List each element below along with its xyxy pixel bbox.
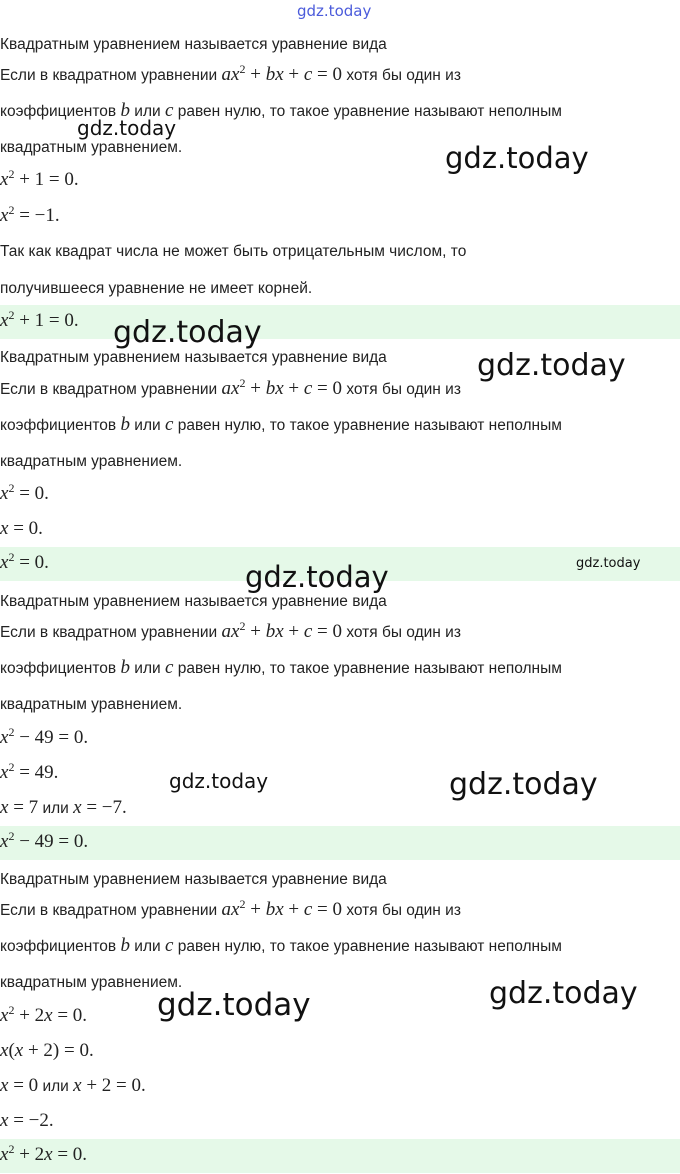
general-form-equation: $ax^2$ + bx + c = 0 — [221, 619, 343, 642]
definition-or: или — [134, 938, 161, 955]
definition-line-2 — [0, 934, 680, 959]
definition-or: или — [134, 103, 161, 120]
definition-if-text: Если в квадратном уравнении — [0, 381, 218, 398]
answer-box-4 — [0, 1139, 680, 1173]
watermark-logo: gdz.today — [489, 976, 638, 1011]
definition-at-least: хотя бы один из — [346, 67, 461, 84]
definition-if-text: Если в квадратном уравнении — [0, 67, 218, 84]
watermark-logo: gdz.today — [449, 767, 598, 802]
coef-c: c — [164, 414, 174, 435]
solution-2-step-1: $x^2 = 0$. — [0, 481, 49, 504]
coef-b: b — [120, 935, 130, 956]
definition-coefficients: коэффициентов — [0, 660, 117, 677]
definition-tail: равен нулю, то такое уравнение называют неполным — [177, 660, 562, 677]
definition-coefficients: коэффициентов — [0, 103, 117, 120]
solution-4-step-2: x(x + 2) = 0. — [0, 1040, 94, 1061]
answer-1: $x^2 + 1 = 0$. — [0, 308, 79, 331]
coef-c: c — [164, 100, 174, 121]
solution-3-step-3: x = 7 или x = −7. — [0, 797, 127, 818]
answer-box-1 — [0, 305, 680, 339]
definition-at-least: хотя бы один из — [346, 381, 461, 398]
watermark-logo: gdz.today — [477, 348, 626, 383]
definition-if-text: Если в квадратном уравнении — [0, 902, 218, 919]
definition-or: или — [134, 660, 161, 677]
general-form-equation: $ax^2$ + bx + c = 0 — [221, 897, 343, 920]
definition-intro: Квадратным уравнением называется уравнение вида — [0, 593, 387, 610]
watermark-logo: gdz.today — [169, 769, 269, 793]
definition-line-2 — [0, 413, 680, 438]
general-form-equation: $ax^2$ + bx + c = 0 — [221, 376, 343, 399]
definition-conclusion: квадратным уравнением. — [0, 453, 183, 470]
solution-4-step-3: x = 0 или x + 2 = 0. — [0, 1075, 146, 1096]
definition-intro: Квадратным уравнением называется уравнение вида — [0, 349, 387, 366]
watermark-logo: gdz.today — [576, 556, 641, 571]
coef-b: b — [120, 414, 130, 435]
definition-intro: Квадратным уравнением называется уравнение вида — [0, 36, 387, 53]
solution-1-step-1: $x^2 + 1 = 0$. — [0, 167, 79, 190]
watermark-logo: gdz.today — [77, 116, 177, 140]
solution-4-step-4: x = −2. — [0, 1110, 54, 1131]
solution-1-step-2: $x^2 = -1$. — [0, 203, 60, 226]
watermark-logo: gdz.today — [297, 2, 372, 20]
coef-b: b — [120, 657, 130, 678]
coef-c: c — [164, 657, 174, 678]
solution-2-step-2: x = 0. — [0, 518, 43, 539]
definition-conclusion: квадратным уравнением. — [0, 974, 183, 991]
watermark-logo: gdz.today — [245, 560, 389, 594]
answer-3: $x^2 - 49 = 0$. — [0, 829, 89, 852]
coef-c: c — [164, 935, 174, 956]
watermark-logo: gdz.today — [157, 987, 311, 1023]
answer-4: $x^2 + 2x = 0$. — [0, 1142, 88, 1165]
definition-intro: Квадратным уравнением называется уравнение вида — [0, 871, 387, 888]
definition-if-text: Если в квадратном уравнении — [0, 624, 218, 641]
definition-line-1 — [0, 898, 680, 923]
definition-at-least: хотя бы один из — [346, 624, 461, 641]
watermark-logo: gdz.today — [445, 141, 589, 175]
coef-b: b — [120, 100, 130, 121]
solution-3-step-1: $x^2 - 49 = 0$. — [0, 725, 89, 748]
definition-line-2 — [0, 656, 680, 681]
definition-coefficients: коэффициентов — [0, 938, 117, 955]
definition-conclusion: квадратным уравнением. — [0, 696, 183, 713]
solution-1-note-1: Так как квадрат числа не может быть отрицательным числом, то — [0, 243, 467, 260]
definition-tail: равен нулю, то такое уравнение называют неполным — [177, 938, 562, 955]
definition-line-1 — [0, 620, 680, 645]
general-form-equation: $ax^2$ + bx + c = 0 — [221, 62, 343, 85]
solution-4-step-1: $x^2 + 2x = 0$. — [0, 1003, 88, 1026]
definition-or: или — [134, 417, 161, 434]
definition-line-1 — [0, 63, 680, 88]
definition-tail: равен нулю, то такое уравнение называют неполным — [177, 103, 562, 120]
solution-1-note-2: получившееся уравнение не имеет корней. — [0, 280, 313, 297]
definition-at-least: хотя бы один из — [346, 902, 461, 919]
answer-box-3 — [0, 826, 680, 860]
solution-3-step-2: $x^2 = 49$. — [0, 760, 59, 783]
answer-2: $x^2 = 0$. — [0, 550, 49, 573]
definition-tail: равен нулю, то такое уравнение называют неполным — [177, 417, 562, 434]
watermark-logo: gdz.today — [113, 315, 262, 350]
definition-coefficients: коэффициентов — [0, 417, 117, 434]
definition-conclusion: квадратным уравнением. — [0, 139, 183, 156]
